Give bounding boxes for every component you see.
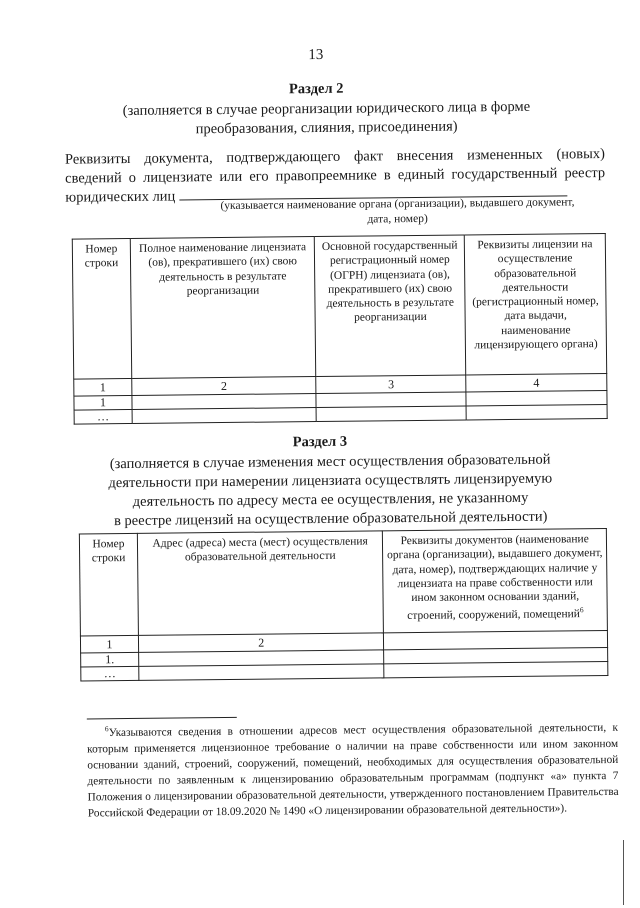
section3-subtitle-line2: деятельности при намерении лицензиата осуществлять лицензируемую bbox=[108, 470, 553, 492]
footnote bbox=[87, 716, 619, 821]
s3-row2-num: … bbox=[81, 667, 139, 682]
s2-header-row-number: Номер строки bbox=[72, 238, 131, 379]
footnote-marker: 6 bbox=[104, 724, 109, 734]
s3-col-num-1: 1 bbox=[80, 635, 138, 653]
s3-header-address: Адрес (адреса) места (мест) осуществления образовательной деятельности bbox=[137, 531, 384, 636]
s2-row1-ogrn[interactable] bbox=[316, 392, 466, 408]
section2-subtitle-line2: преобразования, слияния, присоединения) bbox=[195, 118, 458, 138]
section2-para-line2: сведений о лицензиате или его правопреемнике в единый государственный реестр bbox=[65, 164, 606, 187]
section2-title: Раздел 2 bbox=[288, 80, 344, 98]
section2-subtitle bbox=[56, 97, 596, 141]
s2-row2-num: … bbox=[74, 410, 132, 425]
section3-subtitle-line3: деятельность по адресу места ее осуществления, не указанному bbox=[132, 489, 529, 510]
s2-row2-license[interactable] bbox=[466, 405, 607, 420]
s2-col-num-3: 3 bbox=[316, 375, 466, 394]
section2-table bbox=[72, 233, 608, 425]
s3-row2-address[interactable] bbox=[139, 664, 385, 681]
section3-subtitle-line1: (заполняется в случае изменения мест осуществления образовательной bbox=[109, 451, 551, 473]
s2-row1-num: 1 bbox=[74, 396, 132, 411]
s2-col-num-4: 4 bbox=[466, 373, 607, 392]
s3-header-row-number: Номер строки bbox=[79, 533, 138, 636]
footnote-divider bbox=[87, 717, 237, 720]
s2-row2-name[interactable] bbox=[132, 408, 317, 424]
s3-row2-documents[interactable] bbox=[384, 662, 608, 678]
section2-para-line3: юридических лиц bbox=[65, 188, 176, 206]
s2-col-num-2: 2 bbox=[132, 377, 317, 396]
section3-subtitle-line4: в реестре лицензий на осуществление образовательной деятельности) bbox=[113, 508, 548, 530]
s3-header-documents bbox=[383, 529, 608, 633]
s2-header-license: Реквизиты лицензии на осуществление образовательной деятельности (регистрационный номер, дата выдачи, наименование лицензирующего органа) bbox=[464, 234, 606, 375]
s2-row1-license[interactable] bbox=[466, 391, 607, 406]
page-number: 13 bbox=[308, 46, 324, 64]
section3-table bbox=[79, 528, 609, 682]
s3-row1-num: 1. bbox=[81, 653, 139, 668]
s3-col-num-2: 2 bbox=[138, 633, 384, 653]
section2-note-line2: дата, номер) bbox=[367, 212, 428, 226]
footnote-text: Указываются сведения в отношении адресов мест осуществления образовательной деятельности, к которым применяется лицензионное требование о наличии на праве собственности или ином законном основании зданий, строений, сооружений, помещений, необходимых для осуществления образовательной деятельности по заявленным к лицензированию образовательным программам (подпункт «а» пункта 7 Положения о лицензировании образовательной деятельности, утвержденного постановлением Правительства Российской Федерации от 18.09.2020 № 1490 «О лицензировании образовательной деятельности»). bbox=[87, 721, 619, 820]
section3-title: Раздел 3 bbox=[292, 433, 348, 451]
section3-subtitle bbox=[60, 450, 601, 532]
section2-para-line1: Реквизиты документа, подтверждающего факт внесения измененных (новых) bbox=[64, 146, 605, 168]
s2-col-num-1: 1 bbox=[74, 378, 132, 396]
section2-subtitle-line1: (заполняется в случае реорганизации юридического лица в форме bbox=[122, 98, 531, 120]
scan-edge-line bbox=[623, 840, 624, 905]
s2-row2-ogrn[interactable] bbox=[316, 406, 466, 422]
s2-header-name: Полное наименование лицензиата (ов), прекратившего (их) свою деятельность в результате реорганизации bbox=[130, 237, 316, 379]
section2-note bbox=[187, 195, 607, 229]
s3-footnote-marker: 6 bbox=[579, 605, 584, 615]
s3-header-documents-text: Реквизиты документов (наименование органа (организации), выдавшего документ, дата, номер), подтверждающих наличие у лицензиата на праве собственности или ином законном основании зданий, строений, сооружений, помещений bbox=[387, 533, 603, 623]
section2-note-line1: (указывается наименование органа (организации), выдавшего документ, bbox=[220, 196, 575, 213]
s2-header-ogrn: Основной государственный регистрационный номер (ОГРН) лицензиата (ов), прекратившего (их) свою деятельность в результате реорганизации bbox=[315, 235, 466, 377]
